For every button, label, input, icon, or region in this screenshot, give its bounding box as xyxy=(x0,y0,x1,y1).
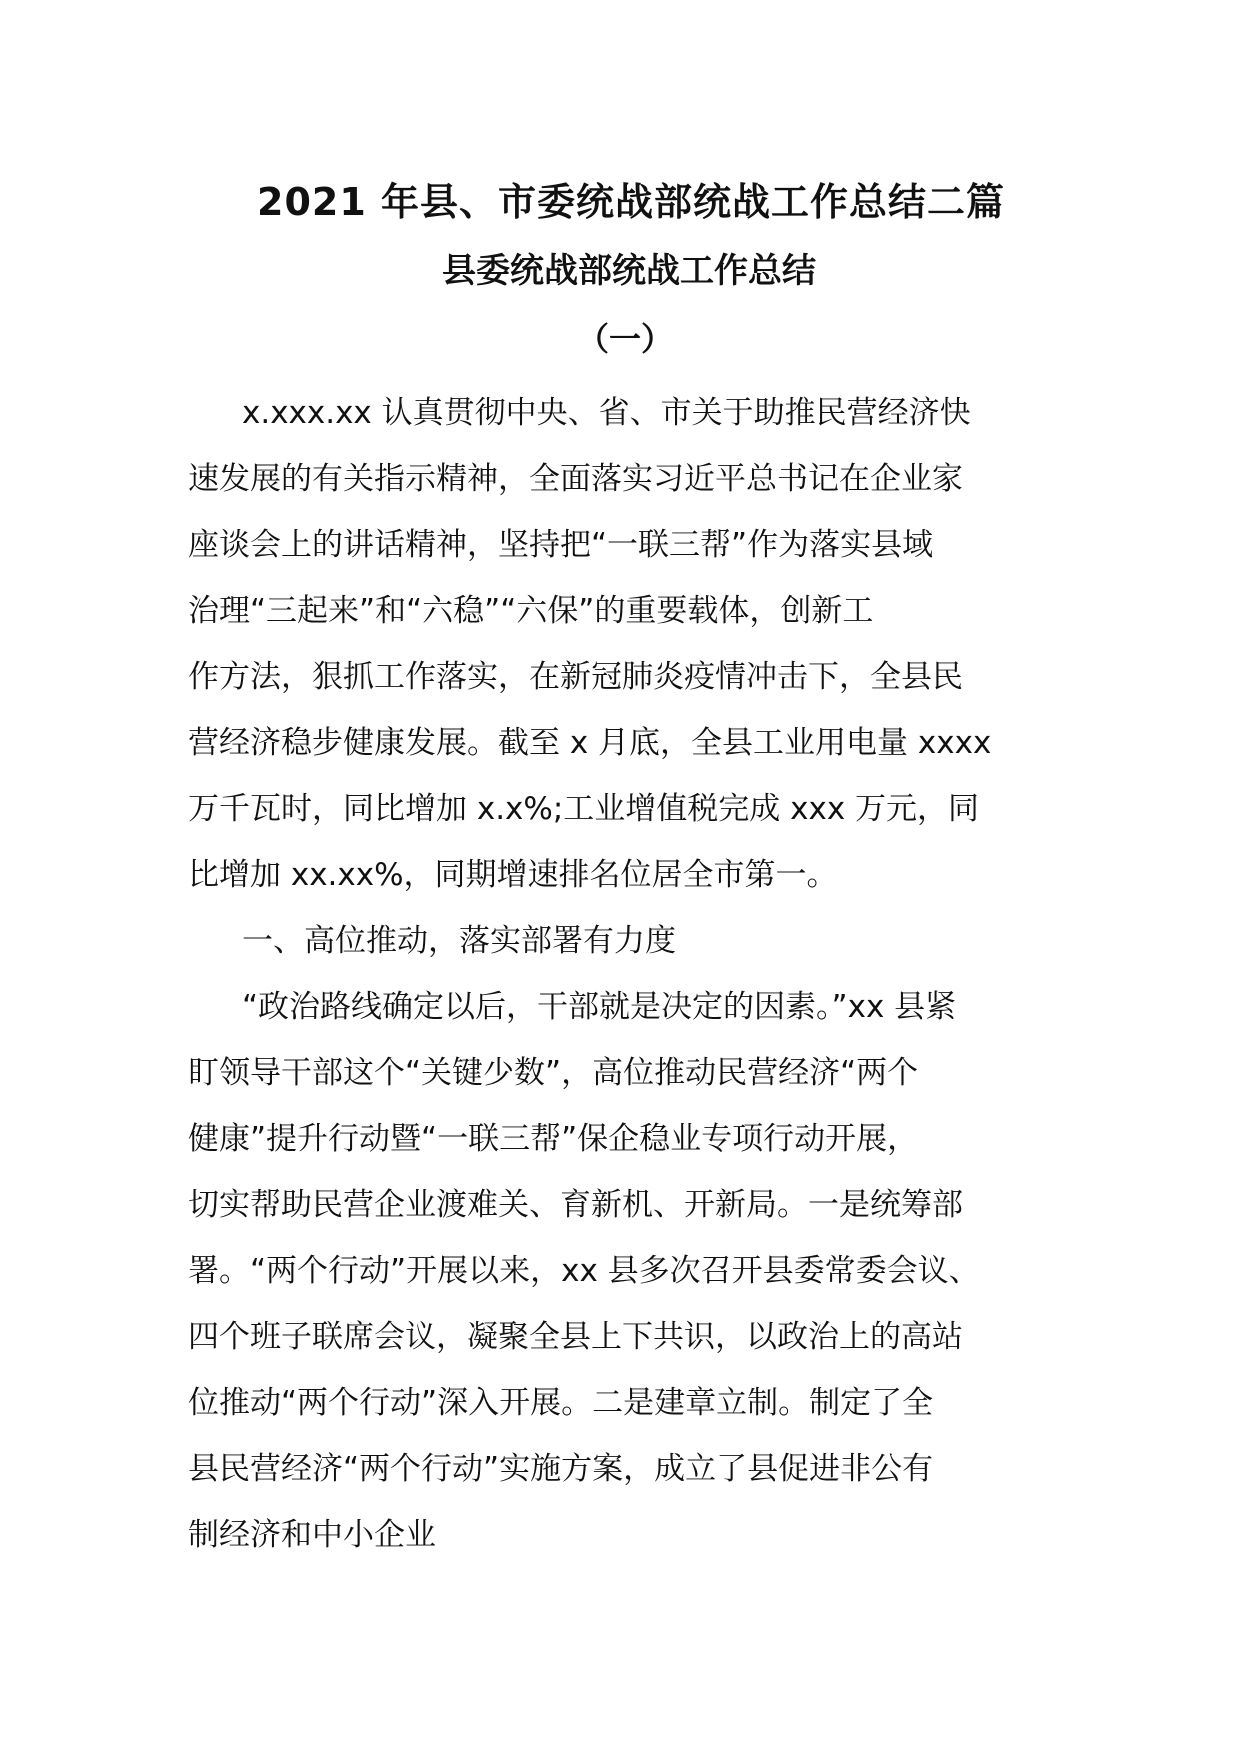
paragraph-line: “政治路线确定以后，干部就是决定的因素。”xx 县紧 xyxy=(242,989,957,1025)
paragraph-line: 四个班子联席会议，凝聚全县上下共识，以政治上的高站 xyxy=(188,1319,963,1355)
paragraph-line: 县民营经济“两个行动”实施方案，成立了县促进非公有 xyxy=(188,1451,934,1487)
paragraph-line: 比增加 xx.xx%，同期增速排名位居全市第一。 xyxy=(188,857,838,893)
paragraph-line: 切实帮助民营企业渡难关、育新机、开新局。一是统筹部 xyxy=(188,1187,963,1223)
paragraph-line: 制经济和中小企业 xyxy=(188,1517,436,1553)
paragraph-line: 健康”提升行动暨“一联三帮”保企稳业专项行动开展， xyxy=(188,1121,919,1157)
paragraph-line: 营经济稳步健康发展。截至 x 月底，全县工业用电量 xxxx xyxy=(188,725,992,761)
paragraph-line: 治理“三起来”和“六稳”“六保”的重要载体，创新工 xyxy=(188,593,874,629)
paragraph-line: 盯领导干部这个“关键少数”，高位推动民营经济“两个 xyxy=(188,1055,919,1091)
document-title: 2021 年县、市委统战部统战工作总结二篇 xyxy=(257,180,1005,224)
paragraph-line: 作方法，狠抓工作落实，在新冠肺炎疫情冲击下，全县民 xyxy=(188,659,963,695)
paragraph-line: 座谈会上的讲话精神，坚持把“一联三帮”作为落实县域 xyxy=(188,527,934,563)
paragraph-line: 位推动“两个行动”深入开展。二是建章立制。制定了全 xyxy=(188,1385,934,1421)
paragraph-line: 速发展的有关指示精神，全面落实习近平总书记在企业家 xyxy=(188,461,963,497)
section-number: （一） xyxy=(576,320,673,358)
document-body xyxy=(188,380,1060,1568)
document-subtitle: 县委统战部统战工作总结 xyxy=(442,251,816,291)
paragraph-line: x.xxx.xx 认真贯彻中央、省、市关于助推民营经济快 xyxy=(242,395,971,431)
section-heading: 一、高位推动，落实部署有力度 xyxy=(242,923,676,959)
paragraph-line: 署。“两个行动”开展以来，xx 县多次召开县委常委会议、 xyxy=(188,1253,980,1289)
paragraph-line: 万千瓦时，同比增加 x.x%;工业增值税完成 xxx 万元，同 xyxy=(188,791,980,827)
